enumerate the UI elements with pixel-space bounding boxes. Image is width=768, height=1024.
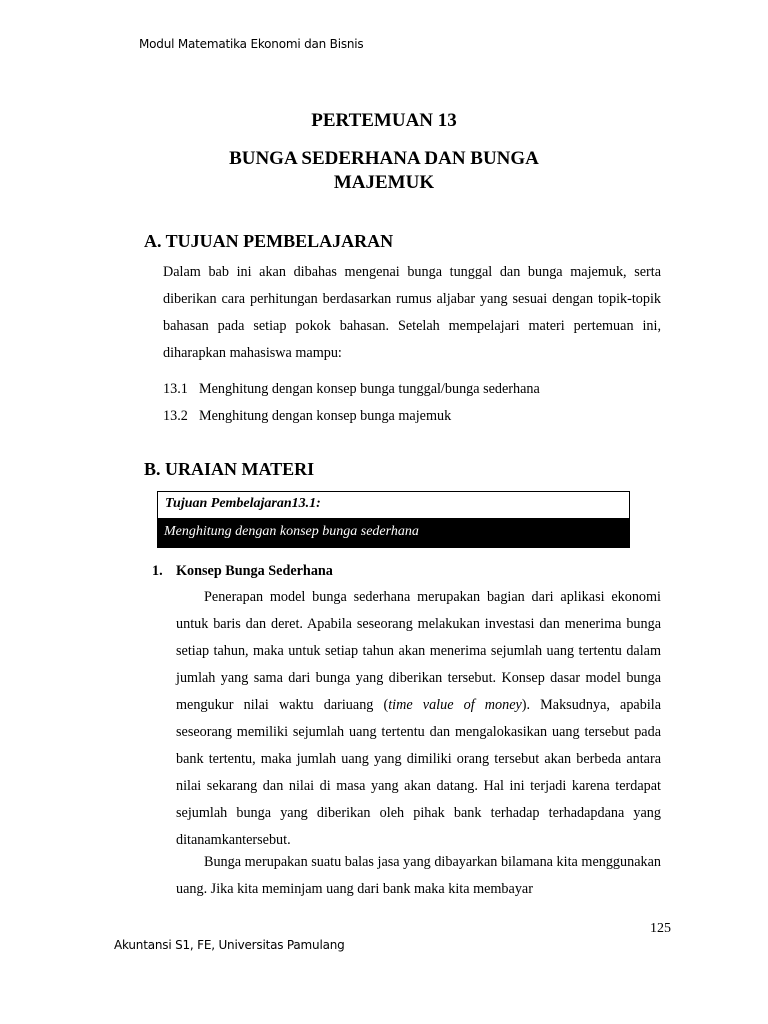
objective-text: Menghitung dengan konsep bunga majemuk <box>199 408 452 424</box>
subsection-heading <box>152 561 333 581</box>
learning-objective-text: Menghitung dengan konsep bunga sederhana <box>158 519 629 547</box>
section-b-heading: B. URAIAN MATERI <box>144 459 315 479</box>
list-item <box>163 376 540 403</box>
objective-number: 13.2 <box>163 408 188 424</box>
running-header: Modul Matematika Ekonomi dan Bisnis <box>139 37 364 51</box>
chapter-title <box>0 147 768 195</box>
learning-objective-label: Tujuan Pembelajaran13.1: <box>158 492 629 519</box>
italic-term: time value of money <box>388 697 522 713</box>
running-footer: Akuntansi S1, FE, Universitas Pamulang <box>114 938 345 952</box>
section-a-paragraph: Dalam bab ini akan dibahas mengenai bunga tunggal dan bunga majemuk, serta diberikan cara perhitungan berdasarkan rumus aljabar yang sesuai dengan topik-topik bahasan pada setiap pokok bahasan. Setelah mempelajari materi pertemuan ini, diharapkan mahasiswa mampu: <box>163 264 661 361</box>
chapter-title-line2: MAJEMUK <box>333 172 435 193</box>
learning-objective-box <box>157 491 630 548</box>
objectives-list <box>163 376 540 430</box>
subsection-title: Konsep Bunga Sederhana <box>176 563 333 579</box>
section-a-heading: A. TUJUAN PEMBELAJARAN <box>144 231 394 251</box>
objective-text: Menghitung dengan konsep bunga tunggal/bunga sederhana <box>199 381 540 397</box>
paragraph-text: ). Maksudnya, apabila seseorang memiliki sejumlah uang tertentu dan mengalokasikan uang tersebut pada bank tertentu, maka jumlah uang yang dimiliki orang tersebut akan berbeda antara nilai sekarang dan nilai di masa yang akan datang. Hal ini terjadi karena terdapat sejumlah bunga yang diberikan oleh pihak bank terhadap terhadapdana yang ditanamkantersebut. <box>176 697 662 848</box>
paragraph-text: Penerapan model bunga sederhana merupakan bagian dari aplikasi ekonomi untuk baris dan deret. Apabila seseorang melakukan investasi dan menerima bunga setiap tahun, maka untuk setiap tahun akan menerima sejumlah uang tertentu dalam jumlah yang sama dari bunga yang diberikan tersebut. Konsep dasar model bunga mengukur nilai waktu dariuang ( <box>176 589 661 713</box>
meeting-title: PERTEMUAN 13 <box>311 110 457 131</box>
chapter-title-line1: BUNGA SEDERHANA DAN BUNGA <box>229 148 539 169</box>
body-paragraph-1 <box>176 584 661 854</box>
objective-number: 13.1 <box>163 381 188 397</box>
body-paragraph-2: Bunga merupakan suatu balas jasa yang dibayarkan bilamana kita menggunakan uang. Jika kita meminjam uang dari bank maka kita membayar <box>176 854 661 897</box>
list-item <box>163 403 540 430</box>
subsection-number: 1. <box>152 563 163 579</box>
page-number: 125 <box>650 921 671 936</box>
